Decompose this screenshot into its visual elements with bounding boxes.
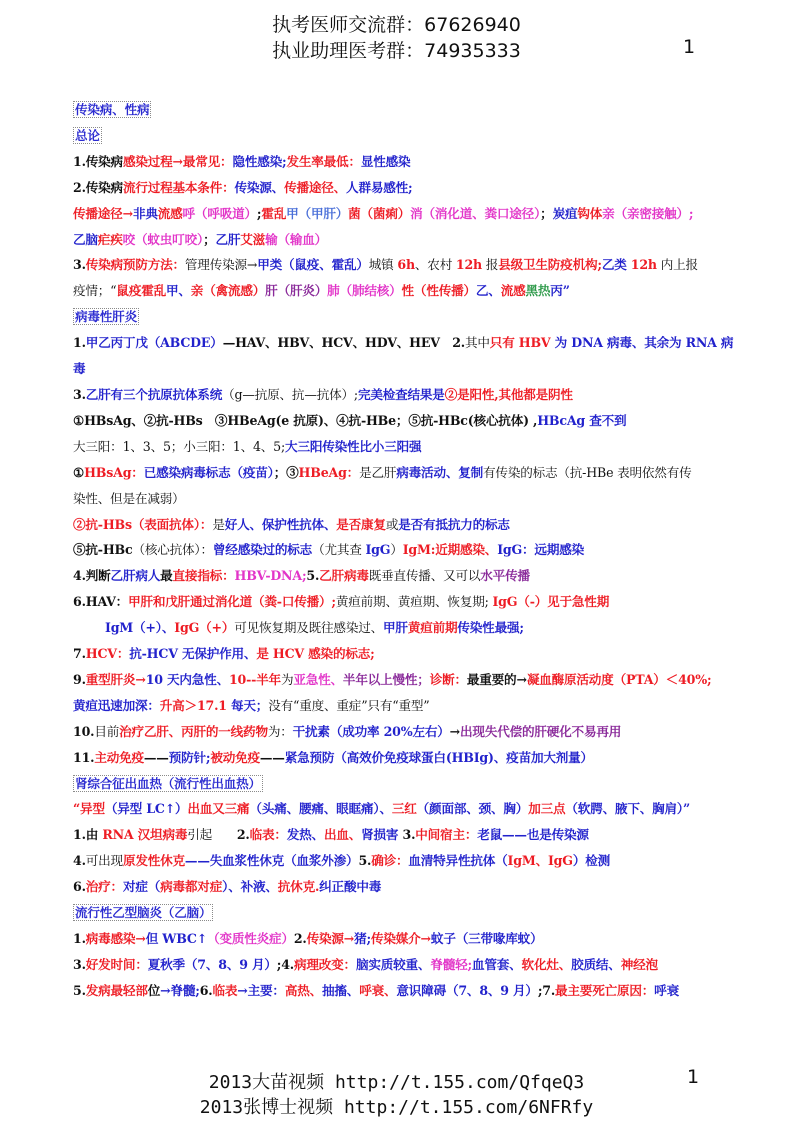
text-run: 毒 [73, 361, 86, 377]
text-run: 已感染病毒标志（疫苗） [143, 464, 274, 480]
text-run: 脑实质较重、 [355, 956, 431, 972]
text-run: 3. [73, 257, 86, 273]
text-run: 甲肝和 [128, 594, 166, 610]
text-run: ②抗-HBs（表面抗体）： [73, 516, 213, 532]
text-run: 11. [73, 749, 95, 765]
text-run: 菌（菌痢） [348, 205, 411, 221]
text-run: 6. [199, 982, 213, 998]
text-run: ;4. [276, 956, 294, 972]
text-line [73, 719, 763, 745]
text-run: 3. [73, 956, 86, 972]
text-run: 传播途径→ [73, 205, 133, 221]
text-run: 脊髓轻; [430, 956, 472, 972]
text-run: 2.传染病 [73, 179, 123, 195]
text-run: 临表 [212, 982, 238, 998]
text-run: 出血、 [323, 827, 362, 843]
text-run: 甲类（鼠疫、霍乱） [257, 257, 369, 273]
text-run: —— [143, 749, 169, 765]
text-run: 12h [455, 257, 482, 273]
text-line [73, 330, 763, 356]
text-run: （变质性炎症） [207, 931, 294, 946]
text-run: 6.HAV： [73, 594, 129, 610]
text-run: 是否康复 [336, 516, 386, 532]
header-qq-group-2: 执业助理医考群：74935333 [272, 40, 521, 62]
text-run: ②是阳性,其他都是阴性 [444, 386, 573, 402]
text-run: 咬（蚊虫叮咬） [122, 231, 204, 247]
page-number-bottom: 1 [687, 1066, 700, 1088]
text-run: 可出现 [85, 853, 123, 869]
text-run: 亚急性、 [293, 671, 343, 687]
text-run: IgM:近期感染、 [402, 542, 498, 558]
text-run: 肾综合征出血热（流行性出血热） [75, 775, 261, 791]
text-line [73, 408, 763, 434]
text-run: 只有 HBV [489, 335, 551, 351]
text-run: 半年以上慢性； [342, 671, 430, 687]
text-run: 钩体 [577, 205, 603, 221]
text-run: ） [390, 542, 403, 558]
text-line [73, 434, 763, 460]
text-run: 软化灶、 [521, 956, 572, 972]
text-run: 可见恢复期及既往感染过、 [234, 620, 384, 636]
text-line [73, 227, 763, 253]
text-run: 确诊： [371, 853, 409, 869]
text-run: 预防针; [168, 749, 211, 765]
text-run: 非典 [132, 205, 158, 221]
text-run: 对症（ [122, 879, 161, 895]
text-run: 肺（肺结核） [327, 283, 402, 299]
text-run: 乙、 [475, 283, 501, 299]
text-run: HBV-DNA; [234, 568, 307, 584]
text-run: ； [203, 231, 216, 247]
text-line [73, 874, 763, 900]
text-run: 最重要的→ [466, 671, 527, 687]
text-run: （g—抗原、抗—抗体）; [222, 386, 358, 402]
text-run: 是 HCV 感染的标志; [256, 646, 375, 662]
text-run: IgG（-）见于急性期 [492, 594, 610, 610]
text-run: ；③ [273, 464, 299, 480]
text-line [73, 796, 763, 822]
text-run: 黄疸前期、黄疸期、恢复期; [335, 594, 493, 610]
text-line [73, 641, 763, 667]
text-run: ; [256, 205, 262, 221]
text-run: 黄疸迅速加深： [73, 697, 160, 713]
text-run: 乙肝病毒 [319, 568, 369, 584]
text-run: （尤其查 [312, 542, 366, 558]
text-run: 完美检查结果是 [357, 386, 445, 402]
text-run: IgM（+）、 [105, 620, 175, 636]
text-run: 血管套、 [471, 956, 522, 972]
text-run: 发病最轻部 [85, 982, 148, 998]
text-run: 艾滋 [240, 231, 266, 247]
text-run: 报 [482, 257, 499, 273]
text-run: （颜面部、颈、胸） [416, 801, 529, 817]
text-run: 传染病预防方法： [85, 257, 185, 273]
text-run: 加三点 [528, 801, 566, 817]
text-run: 传染性最强; [457, 620, 524, 636]
section-heading [73, 304, 763, 330]
section-heading [73, 97, 763, 123]
text-line [73, 615, 763, 641]
text-run: 鼠疫霍乱 [116, 283, 166, 299]
text-run: 病毒性肝炎 [75, 309, 137, 325]
text-run: 传播途径、 [284, 179, 347, 195]
text-run: 大三阳传染性比小三阳强 [285, 438, 422, 454]
text-run: HBeAg： [298, 464, 360, 480]
text-run: 夏秋季（7、8、9 月） [147, 956, 277, 972]
text-run: 县级卫生防疫机构; [498, 257, 602, 273]
text-line [73, 512, 763, 538]
text-run: ① [73, 464, 85, 480]
text-run: 传染病、性病 [75, 102, 150, 117]
text-run: 最主要死亡原因： [555, 982, 655, 998]
text-run: 为 DNA 病毒、其余为 RNA 病 [550, 335, 734, 351]
text-line [73, 486, 763, 512]
text-run: 干扰素（成功率 20%左右） [292, 723, 450, 739]
text-run: 病毒都对症 [160, 879, 223, 895]
text-run: 2. [293, 931, 307, 946]
text-run: 被动免疫 [210, 749, 260, 765]
text-line [73, 537, 763, 563]
text-run: 好人、保护性抗体、 [224, 516, 337, 532]
text-run: 5. [358, 853, 372, 869]
text-run: 治疗： [85, 879, 123, 895]
text-run: 重型肝炎→ [85, 671, 146, 687]
text-run: 亲（禽流感） [190, 283, 266, 299]
text-run: 是乙肝 [359, 464, 397, 480]
text-run: 炭疽 [552, 205, 578, 221]
text-run: 原发性休克 [122, 853, 185, 869]
text-run: 呼衰 [654, 982, 679, 998]
text-run: 病毒活动、复制 [396, 464, 484, 480]
text-run: 出血又三痛 [187, 801, 250, 817]
text-run: 传染源、 [234, 179, 285, 195]
text-run: 性（性传播） [401, 283, 476, 299]
text-run: 血清特异性抗体（ [408, 853, 508, 869]
text-run: 5. [306, 568, 320, 584]
text-line [73, 848, 763, 874]
text-run: 3. [402, 827, 416, 843]
text-run: 12h [630, 257, 657, 273]
text-run: 隐性感染; [232, 153, 287, 169]
text-run: ⑤抗-HBc [73, 542, 133, 558]
document-body [73, 97, 763, 1004]
text-run: 是 [212, 516, 225, 532]
text-run: 1.传染病 [73, 153, 123, 169]
text-run: 染性、但是在减弱） [73, 490, 185, 506]
text-run: ①HBsAg、②抗-HBs ③HBeAg(e 抗原)、④抗-HBe；⑤抗-HBc(核心抗体) , [73, 412, 538, 428]
text-run: 治疗乙肝、丙肝的一线药物 [119, 723, 268, 739]
text-run: 7. [73, 646, 86, 662]
footer-video-link-2: 2013张博士视频 http://t.155.com/6NFRfy [199, 1097, 594, 1118]
text-run: 输（输血） [265, 231, 328, 247]
section-heading [73, 900, 763, 926]
text-run: 10 天内急性、 [145, 671, 229, 687]
text-line [73, 822, 763, 848]
text-run: 发热、 [286, 827, 324, 843]
text-line [73, 926, 763, 952]
text-run: 是否有抵抗力的标志 [398, 516, 510, 532]
text-run: 6. [73, 879, 86, 895]
text-run: →主要： [237, 982, 285, 998]
text-run: 位 [147, 982, 161, 998]
text-run: 城镇 [368, 257, 398, 273]
section-heading [73, 123, 763, 149]
text-line [73, 252, 763, 278]
text-run: 2. [236, 827, 250, 843]
text-run: ； [540, 205, 553, 221]
text-line [73, 978, 763, 1004]
text-run: 3. [73, 386, 86, 402]
text-line [73, 589, 763, 615]
text-run: 大三阳：1、3、5；小三阳：1、4、5; [73, 438, 286, 454]
text-run: 管理传染源→ [184, 257, 258, 273]
text-run: 诊断： [429, 671, 467, 687]
text-line [73, 382, 763, 408]
text-line [73, 563, 763, 589]
text-run: 黄疸前期 [407, 620, 458, 636]
text-run: 1. [73, 931, 86, 946]
text-run: 乙肝病人 [110, 568, 161, 584]
text-run: ;7. [537, 982, 556, 998]
text-run: 中间宿主： [415, 827, 478, 843]
text-run: 乙肝 [215, 231, 241, 247]
text-run: 胶质结、 [571, 956, 621, 972]
text-run: 升高＞17.1 [159, 697, 227, 713]
text-run: 消（消化道、粪口途径） [410, 205, 541, 221]
section-heading [73, 771, 763, 797]
text-run: 有传染的标志（抗-HBe 表明依然有传 [483, 464, 692, 480]
text-run: 甲（甲肝） [286, 205, 349, 221]
text-run: 主动免疫 [94, 749, 144, 765]
text-line [73, 175, 763, 201]
text-run: 其中 [465, 335, 490, 351]
text-run: 病毒感染→ [85, 931, 146, 946]
text-run: 呼（呼吸道） [182, 205, 257, 221]
text-run: ）、补液、 [222, 879, 278, 895]
text-run: 没有“重度、重症”只有“重型” [268, 697, 430, 713]
text-run: 传染源→ [306, 931, 355, 946]
text-line [73, 356, 763, 382]
text-run: 9. [73, 671, 86, 687]
text-run: 4.判断 [73, 568, 111, 584]
text-run: IgM、IgG [507, 853, 573, 869]
text-run: 乙肝有三个抗原抗体系统 [85, 386, 223, 402]
text-run: 甲、 [166, 283, 191, 299]
text-run: 甲乙丙丁戊（ABCDE） [85, 335, 223, 351]
text-run: 、农村 [414, 257, 456, 273]
text-run: 5. [73, 982, 86, 998]
text-run: 感染过程→最常见： [122, 153, 233, 169]
text-run: 流感 [157, 205, 183, 221]
text-run: 凝血酶原活动度（PTA）＜40%; [526, 671, 712, 687]
text-run: HBsAg： [84, 464, 144, 480]
text-run: （软腭、腋下、胸肩）” [565, 801, 691, 817]
text-run: （头痛、腰痛、眼眶痛）、 [249, 801, 392, 817]
text-run: 人群易感性; [346, 179, 413, 195]
text-run: 既垂直传播、又可以 [368, 568, 481, 584]
text-run: 显性感染 [360, 153, 411, 169]
text-run: 纠正酸中毒 [319, 879, 382, 895]
text-run: 疟疾 [97, 231, 123, 247]
text-run: 三红 [391, 801, 417, 817]
text-run: 抗-HCV 无保护作用、 [129, 646, 257, 662]
text-run: 好发时间： [85, 956, 148, 972]
text-run: 为： [267, 723, 293, 739]
text-run: 但 WBC↑ [145, 931, 208, 946]
text-line [73, 460, 763, 486]
page-number-top: 1 [683, 36, 696, 58]
text-run: （核心抗体）： [132, 542, 213, 558]
text-run: 每天； [226, 697, 269, 713]
text-line [73, 278, 763, 304]
text-run: IgG [365, 542, 391, 558]
text-run: 内上报 [656, 257, 698, 273]
text-run: 或 [385, 516, 399, 532]
text-run: 流行性乙型脑炎（乙脑） [75, 905, 212, 921]
text-run: —— [259, 749, 285, 765]
text-run: 高热、 [284, 982, 323, 998]
text-run: 流感 [500, 283, 526, 299]
header-qq-group-1: 执考医师交流群：67626940 [272, 14, 521, 36]
text-run: → [449, 723, 461, 739]
text-run: 10. [73, 723, 95, 739]
text-run: HBcAg 查不到 [537, 412, 627, 428]
text-run: 神经泡 [620, 956, 658, 972]
text-run: 抗休克. [277, 879, 320, 895]
text-run: 老鼠——也是传染源 [477, 827, 589, 843]
text-run: 出现失代偿的肝硬化不易再用 [460, 723, 622, 739]
text-run: 霍乱 [261, 205, 287, 221]
text-run: 总论 [75, 127, 100, 143]
text-run: 流行过程基本条件： [122, 179, 235, 195]
text-run: “异型 [73, 801, 105, 817]
text-run: 水平传播 [480, 568, 530, 584]
text-run: 疫情；“ [73, 283, 117, 299]
text-line [73, 745, 763, 771]
text-run: 肝（肝炎） [265, 283, 328, 299]
text-line [73, 667, 763, 693]
text-run: IgG（+） [174, 620, 235, 636]
text-run: 戊肝通过消化道（粪-口传播）; [165, 594, 336, 610]
text-run: 猪; [354, 931, 371, 946]
footer-video-link-1: 2013大苗视频 http://t.155.com/QfqeQ3 [208, 1072, 585, 1093]
text-run: 最 [160, 568, 173, 584]
text-run: 曾经感染过的标志 [212, 542, 313, 558]
text-run: 目前 [94, 723, 120, 739]
text-run: IgG：远期感染 [497, 542, 585, 558]
text-run: 呼衰、 [359, 982, 397, 998]
text-run: 乙类 [601, 257, 631, 273]
text-run: （异型 LC↑） [104, 801, 188, 817]
text-run: 1.由 [73, 827, 103, 843]
text-run: 乙脑 [73, 231, 98, 247]
text-line [73, 693, 763, 719]
text-run: 蚊子（三带喙库蚊） [430, 931, 543, 946]
text-run: →脊髓; [160, 982, 200, 998]
text-run: 4. [73, 853, 86, 869]
text-run: 为 [280, 671, 294, 687]
text-run: 黑热 [525, 283, 551, 299]
text-run: 直接指标： [172, 568, 235, 584]
text-line [73, 201, 763, 227]
text-run: 病理改变： [293, 956, 356, 972]
text-run: 传染媒介→ [370, 931, 431, 946]
text-run: 引起 [187, 827, 237, 843]
text-run: —HAV、HBV、HCV、HDV、HEV 2. [222, 335, 465, 351]
text-run: 亲（亲密接触）; [602, 205, 694, 221]
text-run: 甲肝 [383, 620, 408, 636]
text-run: 丙” [550, 283, 570, 299]
text-run: ）检测 [572, 853, 611, 869]
text-run: 紧急预防（高效价免疫球蛋白(HBIg)、疫苗加大剂量） [284, 749, 593, 765]
text-run: RNA 汉坦病毒 [102, 827, 188, 843]
text-run: 发生率最低： [286, 153, 361, 169]
text-run: 1. [73, 335, 86, 351]
text-line [73, 952, 763, 978]
text-line [73, 149, 763, 175]
text-run: 肾损害 [361, 827, 403, 843]
text-run: HCV： [85, 646, 130, 662]
text-run: ——失血浆性休克（血浆外渗） [184, 853, 359, 869]
text-run: 抽搐、 [322, 982, 360, 998]
text-run: 意识障碍（7、8、9 月） [396, 982, 538, 998]
text-run: 10--半年 [228, 671, 281, 687]
text-run: 临表： [249, 827, 287, 843]
text-run: 6h [397, 257, 415, 273]
